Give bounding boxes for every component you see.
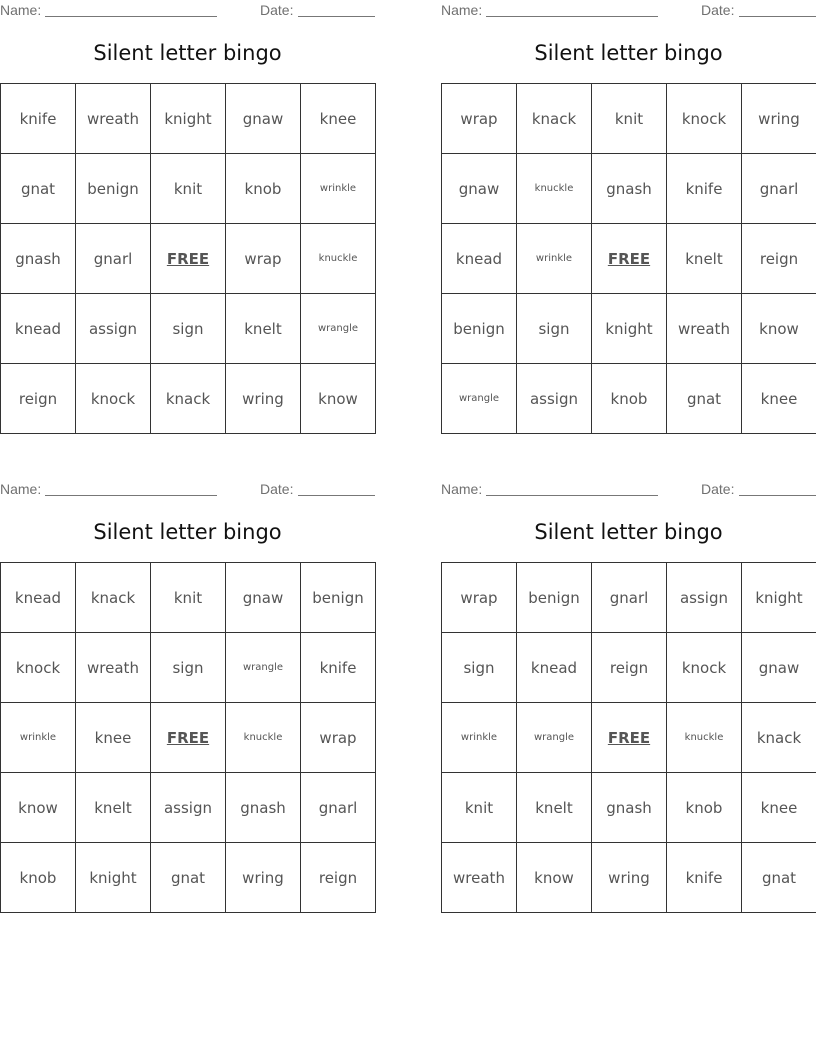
bingo-cell: knelt	[226, 294, 301, 364]
bingo-cell: knob	[1, 843, 76, 913]
date-label: Date:	[260, 481, 294, 497]
bingo-cell: gnat	[742, 843, 816, 913]
card-header	[0, 2, 375, 20]
date-blank-line	[739, 495, 816, 496]
bingo-row	[1, 633, 376, 703]
bingo-cell: knife	[1, 84, 76, 154]
bingo-cell: gnaw	[742, 633, 816, 703]
bingo-card-3	[0, 479, 375, 913]
free-space-cell: FREE	[151, 224, 226, 294]
bingo-cell: know	[301, 364, 376, 434]
bingo-card-4	[441, 479, 816, 913]
card-title: Silent letter bingo	[534, 520, 723, 544]
name-blank-line	[45, 16, 217, 17]
bingo-cell: knelt	[667, 224, 742, 294]
bingo-cell: knight	[151, 84, 226, 154]
bingo-row	[1, 563, 376, 633]
bingo-cell: knuckle	[517, 154, 592, 224]
bingo-cell: knack	[76, 563, 151, 633]
bingo-cell: knock	[1, 633, 76, 703]
bingo-cell: wreath	[667, 294, 742, 364]
bingo-cell: wrap	[226, 224, 301, 294]
bingo-cell: knit	[592, 84, 667, 154]
bingo-cell: gnaw	[442, 154, 517, 224]
bingo-cell: knit	[151, 154, 226, 224]
bingo-cell: wring	[226, 843, 301, 913]
bingo-grid	[441, 562, 816, 913]
bingo-cell: knob	[226, 154, 301, 224]
name-blank-line	[486, 16, 658, 17]
bingo-row	[1, 703, 376, 773]
bingo-cell: knock	[76, 364, 151, 434]
bingo-cell: knuckle	[301, 224, 376, 294]
bingo-cell: knuckle	[667, 703, 742, 773]
bingo-cell: know	[517, 843, 592, 913]
date-blank-line	[298, 16, 375, 17]
bingo-cell: wrangle	[226, 633, 301, 703]
bingo-cell: knit	[151, 563, 226, 633]
name-label: Name:	[0, 481, 42, 497]
bingo-cell: wrinkle	[1, 703, 76, 773]
bingo-cell: wrap	[442, 84, 517, 154]
bingo-cell: sign	[517, 294, 592, 364]
bingo-cell: gnarl	[592, 563, 667, 633]
free-space-cell: FREE	[592, 224, 667, 294]
bingo-cell: knob	[592, 364, 667, 434]
bingo-row	[442, 563, 816, 633]
bingo-row	[442, 843, 816, 913]
bingo-cell: sign	[151, 294, 226, 364]
name-blank-line	[486, 495, 658, 496]
bingo-cell: knife	[301, 633, 376, 703]
bingo-cell: knee	[742, 773, 816, 843]
bingo-row	[1, 843, 376, 913]
bingo-row	[442, 364, 816, 434]
bingo-cell: knuckle	[226, 703, 301, 773]
bingo-cell: knack	[517, 84, 592, 154]
bingo-cell: knead	[442, 224, 517, 294]
bingo-grid	[441, 83, 816, 434]
card-title: Silent letter bingo	[93, 520, 282, 544]
date-label: Date:	[701, 2, 735, 18]
bingo-cell: knob	[667, 773, 742, 843]
bingo-cell: gnaw	[226, 84, 301, 154]
bingo-cell: wreath	[76, 84, 151, 154]
bingo-cell: wreath	[442, 843, 517, 913]
bingo-cell: knock	[667, 84, 742, 154]
bingo-cell: reign	[592, 633, 667, 703]
name-label: Name:	[0, 2, 42, 18]
bingo-row	[1, 154, 376, 224]
date-label: Date:	[260, 2, 294, 18]
bingo-cell: knee	[76, 703, 151, 773]
bingo-cell: sign	[442, 633, 517, 703]
bingo-cell: knee	[742, 364, 816, 434]
bingo-grid	[0, 83, 376, 434]
card-header	[441, 2, 816, 20]
bingo-cell: sign	[151, 633, 226, 703]
bingo-cell: gnat	[151, 843, 226, 913]
bingo-cell: knock	[667, 633, 742, 703]
card-title: Silent letter bingo	[93, 41, 282, 65]
bingo-cell: wrinkle	[301, 154, 376, 224]
date-label: Date:	[701, 481, 735, 497]
bingo-cell: wrinkle	[442, 703, 517, 773]
bingo-row	[1, 294, 376, 364]
free-space-cell: FREE	[151, 703, 226, 773]
bingo-cell: benign	[442, 294, 517, 364]
bingo-cell: wrangle	[517, 703, 592, 773]
bingo-cell: gnat	[667, 364, 742, 434]
bingo-cell: wrap	[301, 703, 376, 773]
bingo-cell: knight	[742, 563, 816, 633]
bingo-cell: gnat	[1, 154, 76, 224]
card-header	[441, 481, 816, 499]
bingo-cell: knelt	[517, 773, 592, 843]
bingo-cell: knead	[1, 294, 76, 364]
bingo-cell: gnarl	[742, 154, 816, 224]
bingo-row	[442, 154, 816, 224]
bingo-cell: knife	[667, 154, 742, 224]
bingo-cell: wring	[226, 364, 301, 434]
bingo-cell: gnarl	[76, 224, 151, 294]
bingo-cell: gnaw	[226, 563, 301, 633]
bingo-card-2	[441, 0, 816, 434]
bingo-row	[442, 773, 816, 843]
bingo-cell: knead	[517, 633, 592, 703]
bingo-cell: gnash	[592, 154, 667, 224]
bingo-cell: assign	[76, 294, 151, 364]
bingo-cell: reign	[742, 224, 816, 294]
bingo-cell: knack	[742, 703, 816, 773]
bingo-row	[442, 84, 816, 154]
name-label: Name:	[441, 2, 483, 18]
date-blank-line	[739, 16, 816, 17]
date-blank-line	[298, 495, 375, 496]
bingo-cell: gnash	[592, 773, 667, 843]
bingo-cell: knight	[76, 843, 151, 913]
name-blank-line	[45, 495, 217, 496]
free-space-cell: FREE	[592, 703, 667, 773]
bingo-row	[1, 364, 376, 434]
card-title: Silent letter bingo	[534, 41, 723, 65]
bingo-cell: knee	[301, 84, 376, 154]
bingo-cell: knife	[667, 843, 742, 913]
card-header	[0, 481, 375, 499]
bingo-row	[1, 773, 376, 843]
bingo-cell: benign	[301, 563, 376, 633]
name-label: Name:	[441, 481, 483, 497]
bingo-cell: know	[742, 294, 816, 364]
bingo-row	[1, 224, 376, 294]
bingo-cell: wrangle	[442, 364, 517, 434]
bingo-grid	[0, 562, 376, 913]
bingo-row	[442, 224, 816, 294]
bingo-row	[442, 633, 816, 703]
bingo-cell: benign	[517, 563, 592, 633]
bingo-cell: reign	[1, 364, 76, 434]
bingo-cell: wreath	[76, 633, 151, 703]
bingo-cell: gnash	[1, 224, 76, 294]
bingo-cell: assign	[517, 364, 592, 434]
bingo-cell: knight	[592, 294, 667, 364]
bingo-row	[442, 294, 816, 364]
bingo-cell: assign	[151, 773, 226, 843]
bingo-cell: knelt	[76, 773, 151, 843]
bingo-cell: wring	[592, 843, 667, 913]
bingo-cell: knead	[1, 563, 76, 633]
bingo-cell: gnarl	[301, 773, 376, 843]
bingo-cell: wrap	[442, 563, 517, 633]
bingo-cell: wring	[742, 84, 816, 154]
bingo-card-1	[0, 0, 375, 434]
bingo-cell: knack	[151, 364, 226, 434]
bingo-cell: wrangle	[301, 294, 376, 364]
bingo-cell: wrinkle	[517, 224, 592, 294]
bingo-row	[1, 84, 376, 154]
bingo-cell: know	[1, 773, 76, 843]
bingo-cell: knit	[442, 773, 517, 843]
bingo-cell: reign	[301, 843, 376, 913]
bingo-cell: benign	[76, 154, 151, 224]
bingo-cell: assign	[667, 563, 742, 633]
bingo-row	[442, 703, 816, 773]
bingo-cell: gnash	[226, 773, 301, 843]
